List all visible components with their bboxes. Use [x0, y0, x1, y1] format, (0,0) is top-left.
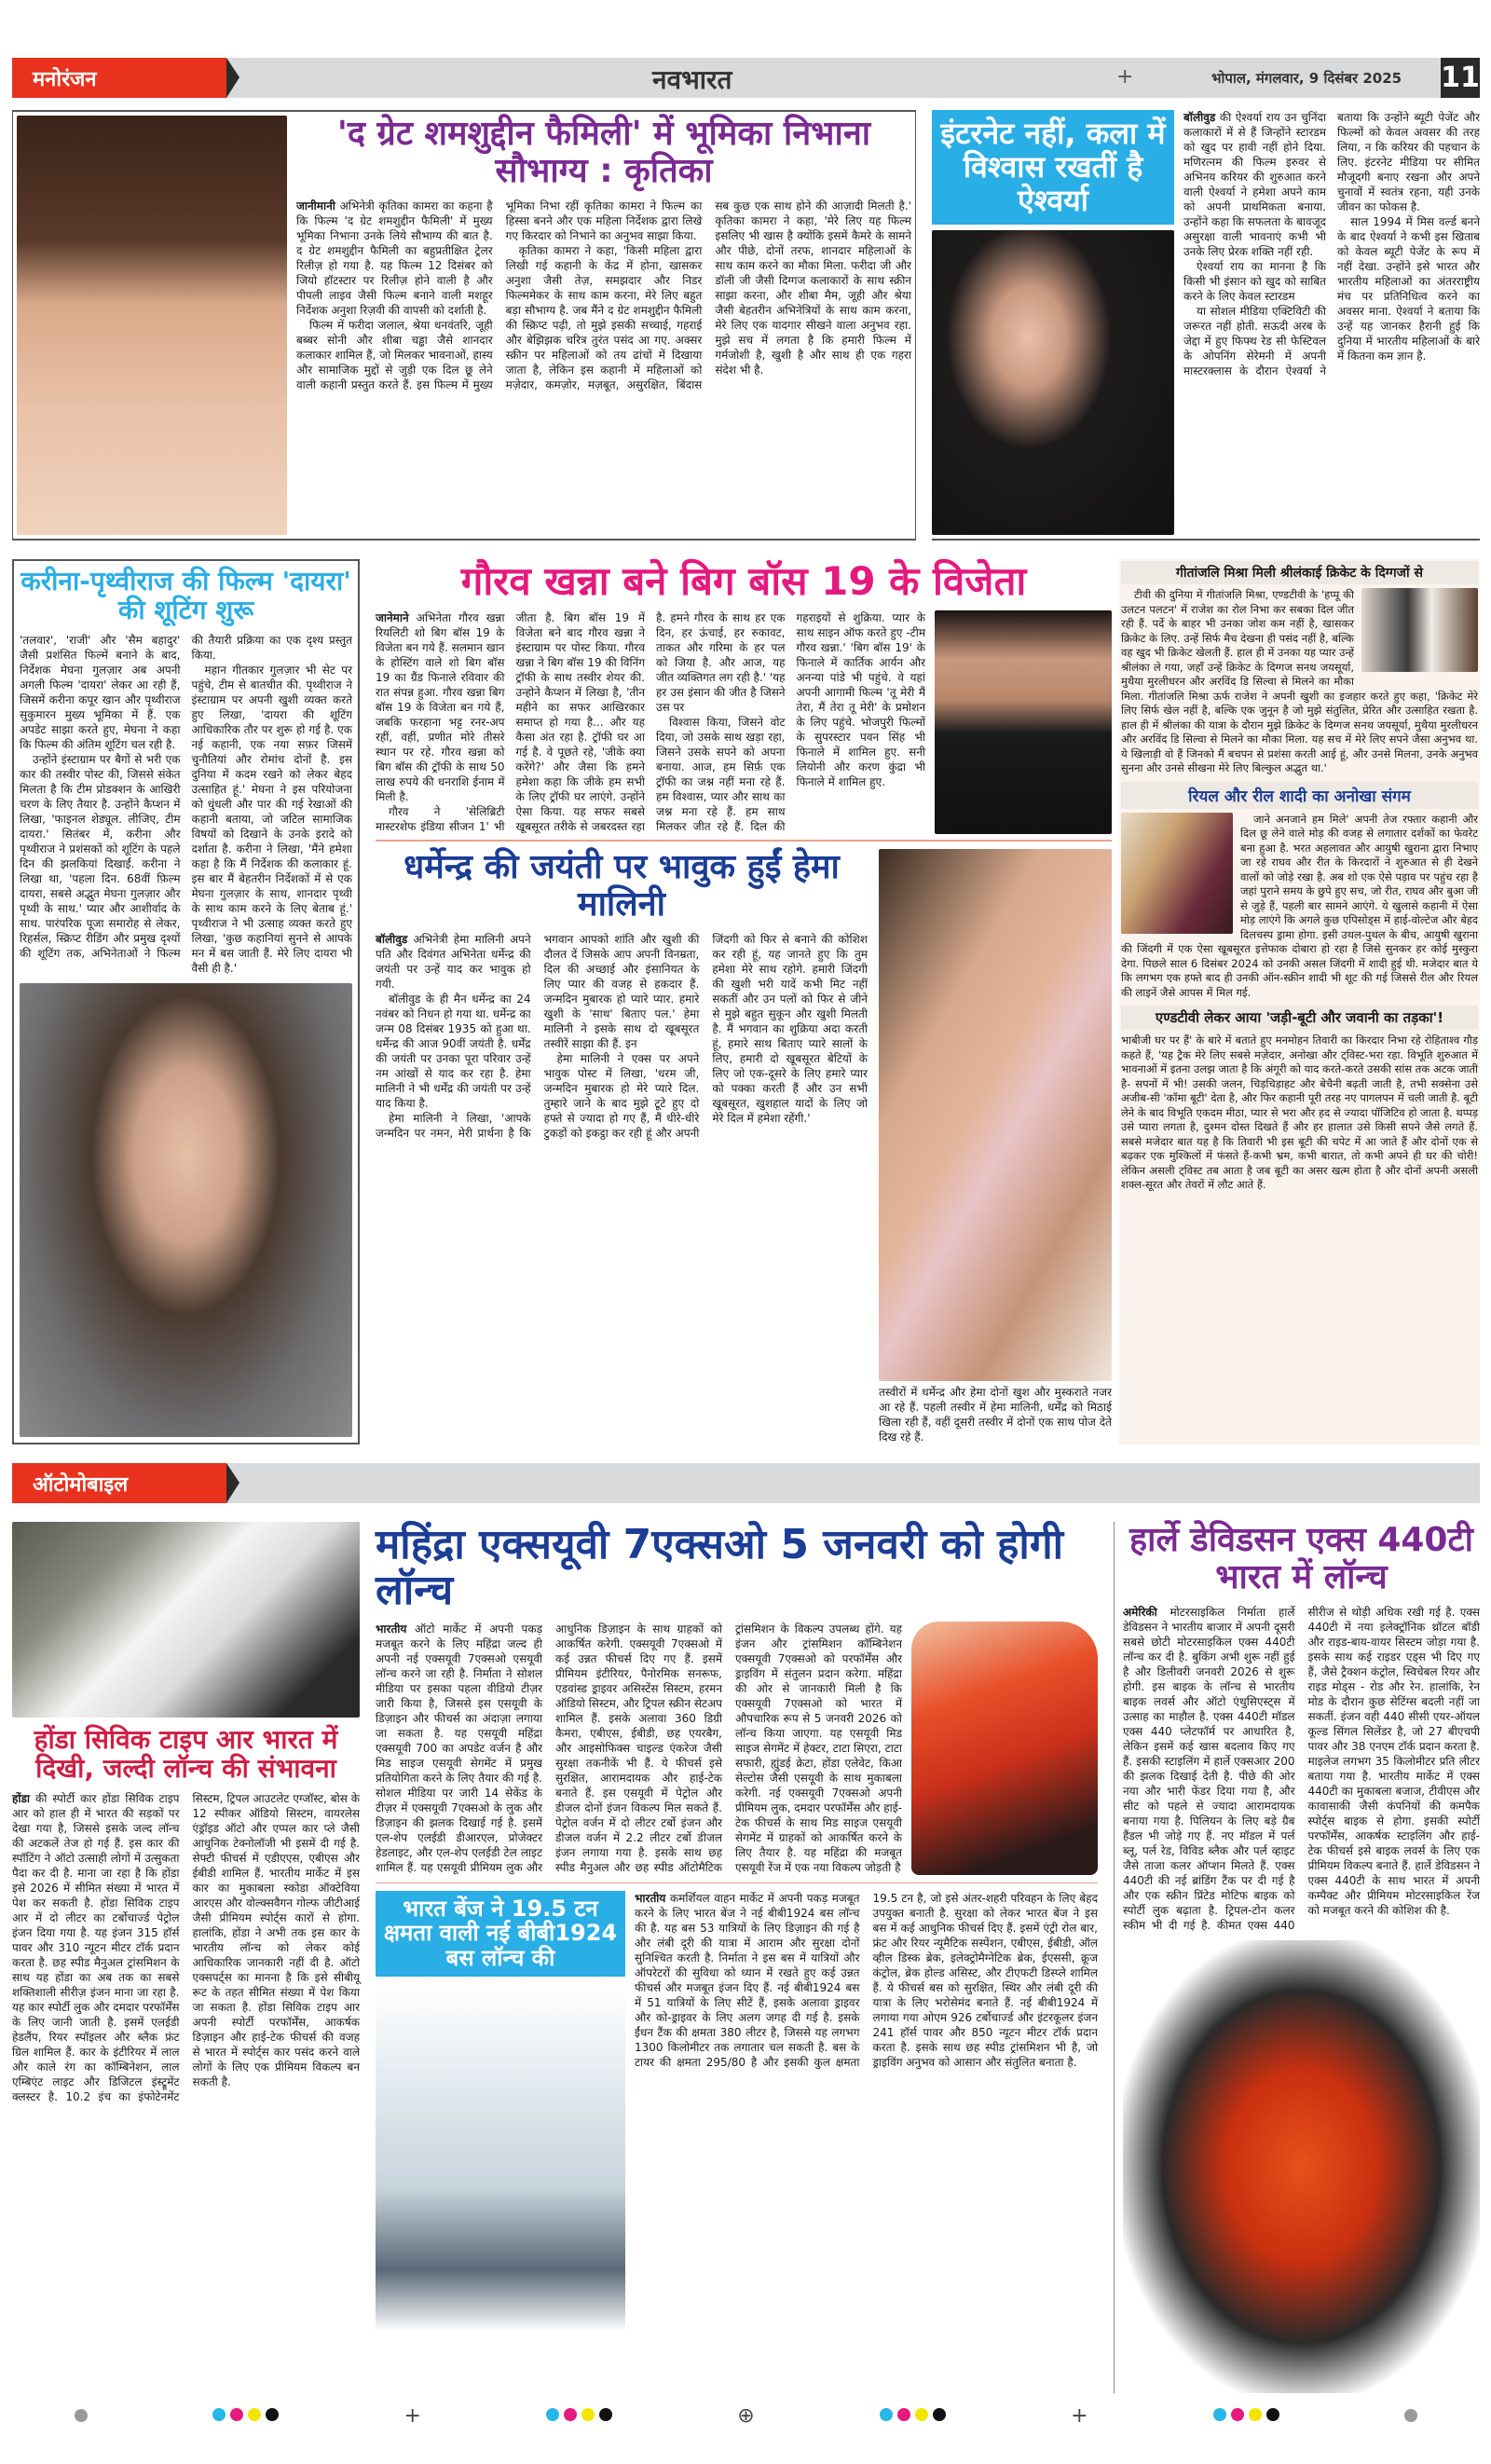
registration-target-icon: ⊕: [737, 2403, 755, 2428]
harley-bike-photo: [1123, 1940, 1480, 2393]
andtv-body: भाबीजी घर पर हैं' के बारे में बताते हुए मनमोहन तिवारी का किरदार निभा रहे रोहिताश्व गौड़ कहते हैं, 'यह ट्रैक मेरे लिए सबसे मज़ेदार, अनोखा और ट्विस्ट-भरा रहा. विभूति शुरुआत में भावनाओं में इतना उलझ जाता है कि अंगूरी को याद करते-करते उसकी सांस तक अटक जाती है- सपनों में भी! उसकी जलन, चिड़चिड़ाहट और बेचैनी बढ़ती जाती है, तभी सक्सेना उसे अजीब-सी 'कॉमा बूटी' देता है, और फिर कहानी पूरी तरह नए पागलपन में चली जाती है. बूटी लेने के बाद विभूति एकदम मीठा, प्यार से भरा और हद से ज्यादा पॉजिटिव हो जाता है. थप्पड़ उसे प्यारा लगता है, दुश्मन दोस्त दिखते हैं और हर हालात उसे किसी सपने जैसे लगते हैं. सबसे मजेदार बात यह है कि तिवारी भी इस बूटी की चपेट में आ जाते हैं और दोनों एक से बढ़कर एक मुश्किलों में फंसते हैं-कभी भ्रम, कभी बारात, तो कभी अपने ही घर की चोरी! लेकिन असली ट्विस्ट तब आता है जब बूटी का असर खत्म होता है और दोनों अपनी असली शक्ल-सूरत और तेवरों में लौट आते हैं.: [1121, 1034, 1478, 1191]
mahindra-body: भारतीय ऑटो मार्केट में अपनी पकड़ मजबूत करने के लिए महिंद्रा जल्द ही अपनी नई एक्सयूवी 7एक्सओ एसयूवी लॉन्च करने जा रही है. निर्माता ने सोशल मीडिया पर इसका पहला वीडियो टीज़र जारी किया है, जिससे इस एसयूवी के डिज़ाइन और फीचर्स का अंदाज़ा लगाया जा सकता है. यह एसयूवी महिंद्रा एक्सयूवी 700 का अपडेट वर्जन है और मिड साइज एसयूवी सेगमेंट में प्रमुख प्रतियोगिता करने के लिए तैयार की गई है. सोशल मीडिया पर जारी 14 सेकेंड के टीज़र में एक्सयूवी 7एक्सओ के लुक और डिज़ाइन की झलक दिखाई गई है. इसमें एल-शेप एलईडी डीआरएल, प्रोजेक्टर हेडलाइट, और एल-शेप एलईडी टेल लाइट शामिल हैं. यह एसयूवी प्रीमियम लुक और आधुनिक डिज़ाइन के साथ ग्राहकों को आकर्षित करेगी. एक्सयूवी 7एक्सओ में कई उन्नत फीचर्स दिए गए हैं. इसमें प्रीमियम इंटीरियर, पैनोरमिक सनरूफ, एडवांस्ड ड्राइवर असिस्टेंस सिस्टम, हरमन ऑडियो सिस्टम, और ट्रिपल स्क्रीन सेटअप शामिल हैं. इसके अलावा 360 डिग्री कैमरा, एबीएस, ईबीडी, छह एयरबैग, और आइसोफिक्स चाइल्ड एंकरेज जैसी सुरक्षा तकनीकें भी हैं. ये फीचर्स इसे सुरक्षित, आरामदायक और हाई-टेक बनाते हैं. इस एसयूवी में पेट्रोल और डीजल दोनों इंजन विकल्प मिल सकते हैं. पेट्रोल वर्जन में दो लीटर टर्बो इंजन और डीजल वर्जन में 2.2 लीटर टर्बो डीजल इंजन लगाया गया है. इसके साथ छह स्पीड मैनुअल और छह स्पीड ऑटोमैटिक ट्रांसमिशन के विकल्प उपलब्ध होंगे. यह इंजन और ट्रांसमिशन कॉम्बिनेशन एक्सयूवी 7एक्सओ को परफॉर्मेंस और ड्राइविंग में संतुलन प्रदान करेगा. महिंद्रा की ओर से जानकारी मिली है कि एक्सयूवी 7एक्सओ को भारत में औपचारिक रूप से 5 जनवरी 2026 को लॉन्च किया जाएगा. यह एसयूवी मिड साइज सेगमेंट में हेक्टर, टाटा सिएरा, टाटा सफारी, ह्युंडई क्रेटा, होंडा एलेवेट, किआ सेल्टोस जैसी एसयूवी के साथ मुकाबला करेगी. नई एक्सयूवी 7एक्सओ अपनी प्रीमियम लुक, दमदार परफॉर्मेंस और हाई-टेक फीचर्स के साथ मिड साइज एसयूवी सेगमेंट में ग्राहकों को आकर्षित करने के लिए तैयार है. यह महिंद्रा की मजबूत एसयूवी रेंज में एक नया विकल्प जोड़ती है: [376, 1622, 902, 1874]
bus-body: भारतीय कमर्शियल वाहन मार्केट में अपनी पकड़ मजबूत करने के लिए भारत बेंज ने नई बीबी1924 बस लॉन्च की है. यह बस 53 यात्रियों के लिए डिज़ाइन की गई है और लंबी दूरी की यात्रा में आराम और सुरक्षा दोनों सुनिश्चित करती है. निर्माता ने इस बस में यात्रियों और ऑपरेटरों की सुविधा को ध्यान में रखते हुए कई उन्नत फीचर्स और मजबूत इंजन दिए हैं. नई बीबी1924 बस में 51 यात्रियों के लिए सीटें हैं, इसके अलावा ड्राइवर और को-ड्राइवर के लिए अलग जगह दी गई है. इसके ईंधन टैंक की क्षमता 380 लीटर है, जिससे यह लगभग 1300 किलोमीटर तक लगातार चल सकती है. बस के टायर की क्षमता 295/80 है और इसकी कुल क्षमता 19.5 टन है, जो इसे अंतर-शहरी परिवहन के लिए बेहद उपयुक्त बनाती है. सुरक्षा को लेकर भारत बेंज ने इस बस में कई आधुनिक फीचर्स दिए हैं. इसमें एंट्री रोल बार, फ्रंट और रियर न्यूमैटिक सस्पेंशन, एबीएस, ईबीडी, ऑल व्हील डिस्क ब्रेक, इलेक्ट्रोमैग्नेटिक ब्रेक, ईएससी, क्रूज कंट्रोल, ब्रेक होल्ड असिस्ट, और टीएफटी डिस्प्ले शामिल हैं. ये फीचर्स बस को सुरक्षित, स्थिर और लंबी दूरी की यात्रा के लिए भरोसेमंद बनाते हैं. नई बीबी1924 में लगाया गया ओएम 926 टर्बोचार्ज्ड और इंटरकूलर इंजन 241 हॉर्स पावर और 850 न्यूटन मीटर टॉर्क प्रदान करता है. इसके साथ छह स्पीड ट्रांसमिशन भी है, जो ड्राइविंग अनुभव को आसान और संतुलित बनाता है.: [635, 1891, 1098, 2069]
harley-story: [1114, 1522, 1480, 2393]
color-bar: [212, 2407, 279, 2425]
aishwarya-body: बॉलीवुड की ऐश्वर्या राय उन चुनिंदा कलाकारों में से हैं जिन्होंने स्टारडम को खुद पर हावी नहीं होने दिया. मणिरत्नम की फिल्म इरुवर से अभिनय करियर की शुरुआत करने वाली ऐश्वर्या ने हमेशा अपने काम को अपनी प्राथमिकता बनाया. उन्होंने कहा कि सफलता के बावजूद असुरक्षा वाली भावनाएं कभी भी उनके लिए प्रेरक शक्ति नहीं रही. ऐश्वर्या राय का मानना है कि किसी भी इंसान को खुद को साबित करने के लिए केवल स्टारडम या सोशल मीडिया एक्टिविटी की जरूरत नहीं होती. सऊदी अरब के जेद्दा में हुए फिफ्थ रेड सी फेस्टिवल के ओपनिंग सेरेमनी में अपनी मास्टरक्लास के दौरान ऐश्वर्या ने बताया कि उन्होंने ब्यूटी पेजेंट और फिल्मों को केवल अवसर की तरह लिया, न कि करियर की पहचान के लिए. इंटरनेट मीडिया पर सीमित मौजूदगी बनाए रखना और अपने चुनावों में स्वतंत्र रहना, यही उनके जीवन का फोकस है. साल 1994 में मिस वर्ल्ड बनने के बाद ऐश्वर्या ने कभी इस खिताब को केवल ब्यूटी पेजेंट के रूप में नहीं देखा. उन्होंने इसे भारत और भारतीय महिलाओं का अंतरराष्ट्रीय मंच पर प्रतिनिधित्व करने का अवसर माना. ऐश्वर्या ने बताया कि उन्हें यह जानकर हैरानी हुई कि दुनिया में भारतीय महिलाओं के बारे में कितना कम ज्ञान है.: [1183, 111, 1480, 377]
paper-name: नवभारत: [652, 64, 732, 95]
registration-cross-icon: +: [404, 2403, 421, 2428]
color-bar: [880, 2407, 946, 2425]
color-bar: [546, 2407, 612, 2425]
hema-headline: धर्मेन्द्र की जयंती पर भावुक हुईं हेमा मालिनी: [404, 848, 840, 924]
kritika-photo: [17, 116, 287, 535]
geetanjali-photo: [1361, 588, 1478, 672]
aishwarya-photo: [932, 230, 1174, 535]
kareena-photo: [20, 983, 352, 1437]
kritika-body: जानीमानी अभिनेत्री कृतिका कामरा का कहना है कि फिल्म 'द ग्रेट शमशुद्दीन फैमिली' में मुख्य भूमिका निभाना उनके लिये सौभाग्य की बात है. द ग्रेट शमशुद्दीन फैमिली का बहुप्रतीक्षित ट्रेलर रिलीज़ हो गया है. यह फिल्म 12 दिसंबर को जियो हॉटस्टार पर रिलीज़ होने वाली है और पीपली लाइव जैसी फिल्म बनाने वाली मशहूर निर्देशक अनुशा रिज़वी की वापसी को दर्शाती है. फिल्म में फरीदा जलाल, श्रेया धनवंतरि, जूही बब्बर सोनी और शीबा चड्ढा जैसे शानदार कलाकार शामिल हैं, जो मिलकर भावनाओं, हास्य और सामाजिक मुद्दों से जुड़ी एक दिल छू लेने वाली कहानी प्रस्तुत करते हैं. इस फिल्म में मुख्य भूमिका निभा रहीं कृतिका कामरा ने फिल्म का हिस्सा बनने और एक महिला निर्देशक द्वारा लिखे गए किरदार को निभाने का अनुभव साझा किया. कृतिका कामरा ने कहा, 'किसी महिला द्वारा लिखी गई कहानी के केंद्र में होना, खासकर अनुशा जैसी तेज़, समझदार और निडर फिल्ममेकर के साथ काम करना, मेरे लिए बहुत बड़ा सौभाग्य है. जब मैंने द ग्रेट शमशुद्दीन फैमिली की स्क्रिप्ट पढ़ी, तो मुझे इसकी सच्चाई, गहराई और बेझिझक चरित्र तुरंत पसंद आ गए. अक्सर स्क्रीन पर महिलाओं को तय ढांचों में दिखाया जाता है, लेकिन इस कहानी में महिलाओं को मज़ेदार, कमज़ोर, मज़बूत, असुरक्षित, बिंदास सब कुछ एक साथ होने की आज़ादी मिलती है.' कृतिका कामरा ने कहा, 'मेरे लिए यह फिल्म इसलिए भी खास है क्योंकि इसमें कैमरे के सामने और पीछे, दोनों तरफ, शानदार महिलाओं के साथ काम करने का मौका मिला. फरीदा जी और डॉली जी जैसी दिग्गज कलाकारों के साथ स्क्रीन साझा करना, और शीबा मैम, जूही और श्रेया जैसी बेहतरीन अभिनेत्रियों के साथ काम करना, मेरे लिए एक यादगार सीखने वाला अनुभव रहा. मुझे सच में लगता है कि हमारी फिल्म में गर्मजोशी है, खुशी है और साथ ही एक गहरा संदेश भी है.: [296, 198, 911, 391]
mahindra-headline: महिंद्रा एक्सयूवी 7एक्सओ 5 जनवरी को होगी लॉन्च: [376, 1521, 1063, 1615]
hema-body: बॉलीवुड अभिनेत्री हेमा मालिनी अपने पति और दिवंगत अभिनेता धर्मेन्द्र की जयंती पर उन्हें याद कर भावुक हो गयी. बॉलीवुड के ही मैन धर्मेन्द्र का 24 नवंबर को निधन हो गया था. धर्मेन्द्र का जन्म 08 दिसंबर 1935 को हुआ था. धर्मेन्द्र की आज 90वीं जयंती है. धर्मेंद्र की जयंती पर उनका पूरा परिवार उन्हें नम आंखों से याद कर रहा है. हेमा मालिनी ने भी धर्मेंद्र की जयंती पर उन्हें याद किया है. हेमा मालिनी ने लिखा, 'आपके जन्मदिन पर नमन, मेरी प्रार्थना है कि भगवान आपको शांति और खुशी की दौलत दें जिसके आप अपनी विनम्रता, दिल की अच्छाई और इंसानियत के लिए प्यार की वजह से हकदार हैं. जन्मदिन मुबारक हो प्यारे प्यार. हमारे खुशी के 'साथ' बिताए पल.' हेमा मालिनी ने इसके साथ दो खूबसूरत तस्वीरें साझा की हैं. इन हेमा मालिनी ने एक्स पर अपने भावुक पोस्ट में लिखा, 'धरम जी, जन्मदिन मुबारक हो मेरे प्यारे दिल. तुम्हारे जाने के बाद मुझे टूटे हुए दो हफ्ते से ज्यादा हो गए हैं, मैं धीरे-धीरे टुकड़ों को इकट्ठा कर रही हूं और अपनी जिंदगी को फिर से बनाने की कोशिश कर रही हूं, यह जानते हुए कि तुम हमेशा मेरे साथ रहोगे. हमारी जिंदगी की खुशी भरी यादें कभी मिट नहीं सकतीं और उन पलों को फिर से जीने से मुझे बहुत सुकून और खुशी मिलती है. मैं भगवान का शुक्रिया अदा करती हूं, हमारे साथ बिताए प्यारे सालों के लिए, हमारी दो खूबसूरत बेटियों के लिए जो एक-दूसरे के लिए हमारे प्यार को पक्का करती हैं और उन सभी खूबसूरत, खुशहाल यादों के लिए जो मेरे दिल में हमेशा रहेंगी.': [376, 932, 868, 1140]
section-label: मनोरंजन: [12, 58, 226, 98]
registration-dot: [75, 2409, 88, 2422]
auto-section-label: ऑटोमोबाइल: [12, 1463, 226, 1503]
harley-headline: हार्ले डेविडसन एक्स 440टी भारत में लॉन्च: [1129, 1521, 1473, 1597]
mahindra-suv-photo: [911, 1622, 1098, 1875]
reel-couple-photo: [1121, 813, 1233, 934]
bus-story: [376, 1891, 1098, 2393]
registration-cross-icon: +: [1071, 2403, 1088, 2428]
gaurav-story: [376, 559, 1112, 842]
hema-dharmendra-photo: [879, 849, 1112, 1381]
andtv-headline: एण्डटीवी लेकर आया 'जड़ी-बूटी और जवानी का तड़का'!: [1121, 1006, 1478, 1030]
hema-story: [376, 842, 1112, 1444]
tv-column: [1119, 559, 1480, 1444]
reel-body: जाने अनजाने हम मिले' अपनी तेज रफ्तार कहानी और दिल छू लेने वाले मोड़ की वजह से लगातार दर्शकों का फेवरेट बना हुआ है. भरत अहलावत और आयुषी खुराना द्वारा निभाए जा रहे राघव और रीत के किरदारों ने शुरुआत से ही देखने वालों को जोड़े रखा है. अब शो एक ऐसे पड़ाव पर पहुंच रहा है जहां पुराने समय के छुपे हुए सच, जो रीत, राघव और बुआ जी से जुड़े हैं, पहली बार सामने आएंगे. ये खुलासे कहानी में ऐसा मोड़ लाएंगे कि अगले कुछ एपिसोड्स में हाई-वोल्टेज और बेहद दिलचस्प ड्रामा होगा. इसी उथल-पुथल के बीच, आयुषी खुराना की जिंदगी में एक ऐसा खूबसूरत इत्तेफाक दोबारा हो रहा है जिसे सुनकर हर कोई मुस्कुरा देगा. पिछले साल 6 दिसंबर 2024 को उनकी असल जिंदगी में शादी हुई थी. मजेदार बात ये कि लगभग एक हफ्ते बाद ही उनकी ऑन-स्क्रीन शादी भी शूट की गई जिससे रील और रियल की लाइनें जैसे आपस में मिल गई.: [1121, 812, 1478, 999]
geetanjali-body: टीवी की दुनिया में गीतांजलि मिश्रा, एण्डटीवी के 'हप्पू की उलटन पलटन' में राजेश का रोल निभा कर सबका दिल जीत रही हैं. पर्दे के बाहर भी उनका जोश कम नहीं है, खासकर क्रिकेट के लिए. उन्हें सिर्फ मैच देखना ही पसंद नहीं है, बल्कि वह खुद भी क्रिकेट खेलती हैं. हाल ही में उनका यह प्यार उन्हें श्रीलंका ले गया, जहाँ उन्हें क्रिकेट के दिग्गज सनथ जयसूर्या, मुथैया मुरलीधरन और अरविंद डि सिल्वा से मिलने का मौका मिला. गीतांजलि मिश्रा ऊर्फ राजेश ने अपनी खुशी का इजहार करते हुए कहा, 'क्रिकेट मेरे लिए सिर्फ खेल नहीं है, बल्कि एक जुनून है जो मुझे संतुलित, प्रेरित और उत्साहित रखता है. हाल ही में श्रीलंका की यात्रा के दौरान मुझे क्रिकेट के दिग्गज सनथ जयसूर्या, मुथैया मुरलीधरन और अरविंद डि सिल्वा से मिलने का मौका मिला. यह सच में मेरे लिए सपने जैसा अनुभव था. ये खिलाड़ी वो हैं जिनको मैं बचपन से प्रशंसा करती आई हूं, और उनसे मिलना, उनके अनुभव सुनना और उनसे सीखना मेरे लिए बिल्कुल अद्भुत था.': [1121, 588, 1478, 774]
gaurav-photo: [935, 610, 1112, 834]
aishwarya-headline: इंटरनेट नहीं, कला में विश्वास रखतीं है ऐश्वर्या: [932, 110, 1174, 225]
registration-cross-icon: +: [1116, 65, 1134, 89]
kritika-story: [12, 110, 916, 541]
kareena-story: [12, 559, 360, 1444]
kareena-body: 'तलवार', 'राजी' और 'सैम बहादुर' जैसी प्रशंसित फिल्में बनाने के बाद, निर्देशक मेघना गुलज़ार अब अपनी अगली फिल्म 'दायरा' लेकर आ रही हैं, जिसमें करीना कपूर खान और पृथ्वीराज सुकुमारन मुख्य भूमिका में हैं. एक अपडेट साझा करते हुए, मेघना ने कहा कि फिल्म की अंतिम शूटिंग चल रही है. उन्होंने इंस्टाग्राम पर बैगों से भरी एक कार की तस्वीर पोस्ट की, जिससे संकेत मिलता है कि टीम प्रोडक्शन के आखिरी चरण के लिए तैयार है. उन्होंने कैप्शन में लिखा, 'फाइनल शेड्यूल. लीजिए, टीम दायरा.' सितंबर में, करीना और पृथ्वीराज ने प्रशंसकों को शूटिंग के पहले दिन की झलकियां दिखाईं. करीना ने लिखा था, 'पहला दिन. 68वीं फ़िल्म दायरा, सबसे अद्भुत मेघना गुलज़ार और पृथ्वी के साथ.' प्यार और आशीर्वाद के साथ. पारंपरिक पूजा समारोह से लेकर, रिहर्सल, स्क्रिप्ट रीडिंग और प्रमुख दृश्यों की शूटिंग तक, अभिनेताओं ने फिल्म की तैयारी प्रक्रिया का एक दृश्य प्रस्तुत किया. महान गीतकार गुलज़ार भी सेट पर पहुंचे, टीम से बातचीत की. पृथ्वीराज ने इंस्टाग्राम पर अपनी खुशी व्यक्त करते हुए लिखा, 'दायरा की शूटिंग आधिकारिक तौर पर शुरू हो गई है. एक नई कहानी, एक नया सफ़र जिसमें चुनौतियां और रोमांच दोनों है. इस दुनिया में कदम रखने को लेकर बेहद उत्साहित हूं.' मेघना ने इस परियोजना को धुंधली और पार की गई रेखाओं की कहानी बताया, जो जटिल सामाजिक विषयों को दिखाने के उनके इरादे को दर्शाता है. करीना ने लिखा, 'मैंने हमेशा कहा है कि मैं निर्देशक की कलाकार हूं. इस बार मैं बेहतरीन निर्देशकों में से एक मेघना गुलज़ार के साथ, शानदार पृथ्वी के साथ काम करने के लिए बेताब हूं.' पृथ्वीराज ने भी उत्साह व्यक्त करते हुए लिखा, 'कुछ कहानियां सुनने से आपके मन में बस जाती हैं. मेरे लिए दायरा भी वैसी ही है.': [20, 633, 352, 975]
gaurav-headline: गौरव खन्ना बने बिग बॉस 19 के विजेता: [460, 558, 1027, 604]
harley-body: अमेरिकी मोटरसाइकिल निर्माता हार्ले डेविडसन ने भारतीय बाजार में अपनी दूसरी सबसे छोटी मोटरसाइकिल एक्स 440टी लॉन्च कर दी है. बुकिंग अभी शुरू नहीं हुई है और डिलीवरी जनवरी 2026 से शुरू होगी. इस बाइक के लॉन्च से भारतीय बाइक लवर्स और ऑटो एंथुसिएस्ट्स में उत्साह का माहौल है. एक्स 440टी मॉडल एक्स 440 प्लेटफॉर्म पर आधारित है, लेकिन इसमें कई खास बदलाव किए गए हैं. इसकी स्टाइलिंग में हार्ले एक्सआर 200 की झलक दिखाई देती है. पीछे की ओर नया और भारी फेंडर दिया गया है, और सीट को पहले से ज्यादा आरामदायक बनाया गया है. पिलियन के लिए बड़े ग्रैब हैंडल भी जोड़े गए हैं. नए मॉडल में पर्ल ब्लू, पर्ल रेड, विविड ब्लैक और पर्ल व्हाइट जैसे ताजा कलर ऑप्शन मिलते हैं. एक्स 440टी की नई ब्रांडिंग टैंक पर दी गई है और एक स्क्रीन प्रिंटेड मोटिफ बाइक को स्पोर्टी लुक बढ़ाता है. ट्रिपल-टोन कलर स्कीम भी दी गई है. कीमत एक्स 440 सीरीज से थोड़ी अधिक रखी गई है. एक्स 440टी में नया इलेक्ट्रॉनिक थ्रॉटल बॉडी और राइड-बाय-वायर सिस्टम जोड़ा गया है. इसके साथ कई राइडर एड्स भी दिए गए हैं, जैसे ट्रैक्शन कंट्रोल, स्विचेबल रियर और राइड मोड्स - रोड और रेन. हालांकि, रेन मोड के दौरान कुछ सेटिंग्स बदली नहीं जा सकतीं. इंजन वही 440 सीसी एयर-ऑयल कूल्ड सिंगल सिलेंडर है, जो 27 बीएचपी पावर और 38 एनएम टॉर्क प्रदान करता है. माइलेज लगभग 35 किलोमीटर प्रति लीटर बताया गया है. भारतीय मार्केट में एक्स 440टी का मुकाबला बजाज, टीवीएस और कावासाकी जैसी कंपनियों की कमपैक स्पोर्ट्स बाइक से होगा. इसकी स्पोर्टी परफॉर्मेंस, आकर्षक स्टाइलिंग और हाई-टेक फीचर्स इसे बाइक लवर्स के लिए एक प्रीमियम विकल्प बनाते हैं. हार्ले डेविडसन ने एक्स 440टी के साथ भारत में अपनी कम्पैक्ट और प्रीमियम मोटरसाइकिल रेंज को मजबूत करने की कोशिश की है.: [1123, 1605, 1480, 1932]
honda-body: होंडा की स्पोर्टी कार होंडा सिविक टाइप आर को हाल ही में भारत की सड़कों पर देखा गया है, जिससे इसके जल्द लॉन्च की अटकलें तेज हो गई हैं. इस कार की स्पॉटिंग ने ऑटो उत्साही लोगों में उत्सुकता पैदा कर दी है. माना जा रहा है कि होंडा इसे 2026 में सीमित संख्या में भारत में पेश कर सकती है. होंडा सिविक टाइप आर में दो लीटर का टर्बोचार्ज्ड पेट्रोल इंजन दिया गया है. यह इंजन 315 हॉर्स पावर और 310 न्यूटन मीटर टॉर्क प्रदान करता है. छह स्पीड मैनुअल ट्रांसमिशन के साथ यह होंडा का अब तक का सबसे शक्तिशाली सीरीज़ इंजन माना जा रहा है. यह कार स्पोर्टी लुक और दमदार परफॉर्मेंस के लिए जानी जाती है. इसमें एलईडी हेडलैंप, रियर स्पॉइलर और ब्लैक फ्रंट ग्रिल शामिल हैं. कार के इंटीरियर में लाल और काले रंग का कॉम्बिनेशन, लाल एम्बिएंट लाइट और डिजिटल इंस्ट्रूमेंट क्लस्टर है. 10.2 इंच का इंफोटेनमेंट सिस्टम, ट्रिपल आउटलेट एग्जॉस्ट, बोस के 12 स्पीकर ऑडियो सिस्टम, वायरलेस एंड्रॉइड ऑटो और एप्पल कार प्ले जैसी आधुनिक टेक्नोलॉजी भी इसमें दी गई है. सेफ्टी फीचर्स में एडीएएस, एबीएस और ईबीडी शामिल हैं. भारतीय मार्केट में इस कार का मुकाबला स्कोडा ऑक्टेविया आरएस और वोल्क्सवैगन गोल्फ जीटीआई जैसी प्रीमियम स्पोर्ट्स कारों से होगा. हालांकि, होंडा ने अभी तक इस कार के भारतीय लॉन्च को लेकर कोई आधिकारिक जानकारी नहीं दी है. ऑटो एक्सपर्ट्स का मानना है कि इसे सीबीयू रूट के तहत सीमित संख्या में पेश किया जा सकता है. होंडा सिविक टाइप आर अपनी स्पोर्टी परफॉर्मेंस, आकर्षक डिज़ाइन और हाई-टेक फीचर्स की वजह से भारत में स्पोर्ट्स कार पसंद करने वाले लोगों के लिए एक प्रीमियम विकल्प बन सकती है.: [12, 1791, 360, 2103]
kritika-headline: 'द ग्रेट शमशुद्दीन फैमिली' में भूमिका निभाना सौभाग्य : कृतिका: [336, 115, 871, 191]
geetanjali-headline: गीतांजलि मिश्रा मिली श्रीलंकाई क्रिकेट के दिग्गजों से: [1121, 561, 1478, 584]
honda-civic-photo: [12, 1522, 360, 1718]
registration-dot: [1404, 2409, 1417, 2422]
auto-section-bar: [12, 1463, 1480, 1503]
aishwarya-story: [932, 110, 1480, 541]
color-bar: [1213, 2407, 1279, 2425]
print-registration-marks: [12, 2403, 1480, 2428]
page-number: 11: [1441, 58, 1480, 98]
honda-story: [12, 1522, 360, 2393]
kareena-headline: करीना-पृथ्वीराज की फिल्म 'दायरा' की शूटिंग शुरू: [21, 566, 351, 626]
bharatbenz-bus-photo: [376, 1982, 625, 2393]
gaurav-body: जानेमाने अभिनेता गौरव खन्ना रियलिटी शो बिग बॉस 19 के विजेता बन गये हैं. सलमान खान के होस्टिंग वाले शो बिग बॉस 19 का ग्रैंड फिनाले रविवार की रात संपन्न हुआ. गौरव खन्ना बिग बॉस 19 के विजेता बन गये हैं, जबकि फरहाना भट्ट रनर-अप रहीं, वहीं, प्रणीत मोरे तीसरे स्थान पर रहे. गौरव खन्ना को बिग बॉस की ट्रॉफी के साथ 50 लाख रुपये की धनराशि ईनाम में मिली है. गौरव ने 'सेलिब्रिटी मास्टरशेफ इंडिया सीजन 1' भी जीता है. बिग बॉस 19 में विजेता बने बाद गौरव खन्ना ने इंस्टाग्राम पर पोस्ट किया. गौरव खन्ना ने बिग बॉस 19 की विनिंग ट्रॉफी के साथ तस्वीर शेयर की. उन्होने कैप्शन में लिखा है, 'तीन महीने का सफर आखिरकार समाप्त हो गया है... और यह कैसा अंत रहा है. ट्रॉफी घर आ गई है. वे पूछते रहे, 'जीके क्या करेंगे?' और जैसा कि हमने हमेशा कहा कि जीके हम सभी के लिए ट्रॉफी घर लाएंगे. उन्होंने ऐसा किया. यह सफर सबसे खूबसूरत तरीके से जबरदस्त रहा है. हमने गौरव के साथ हर एक दिन, हर ऊंचाई, हर रुकावट, ताकत और गरिमा के हर पल को जिया है. और आज, यह जीत व्यक्तिगत लग रही है.' 'यह हर उस इंसान की जीत है जिसने उस पर विश्वास किया, जिसने वोट दिया, जो उसके साथ खड़ा रहा, जिसने उसके सपने को अपना बनाया. आज, हम सिर्फ़ एक ट्रॉफी का जश्न नहीं मना रहे हैं. हम विश्वास, प्यार और साथ का जश्न मना रहे हैं. हम साथ मिलकर जीत रहे हैं. दिल की गहराइयों से शुक्रिया. प्यार के साथ साइन ऑफ करते हुए -टीम गौरव खन्ना.' 'बिग बॉस 19' के फिनाले में कार्तिक आर्यन और अनन्या पांडे भी पहुंचे. वे यहां अपनी आगामी फिल्म 'तू मेरी मैं तेरा, मैं तेरा तू मेरी' के प्रमोशन के लिए पहुंचे. भोजपुरी फिल्मों के सुपरस्टार पवन सिंह भी फिनाले में शामिल हुए. सनी लियोनी और करण कुंद्रा भी फिनाले में शामिल हुए.: [376, 611, 925, 834]
bus-headline: भारत बेंज ने 19.5 टन क्षमता वाली नई बीबी1924 बस लॉन्च की: [376, 1891, 625, 1978]
reel-headline: रियल और रील शादी का अनोखा संगम: [1121, 782, 1478, 809]
dateline: भोपाल, मंगलवार, 9 दिसंबर 2025: [1211, 70, 1402, 87]
hema-photo-caption: तस्वीरों में धर्मेन्द्र और हेमा दोनों खुश और मुस्कराते नजर आ रहे हैं. पहली तस्वीर में हेमा मालिनी, धर्मेंद्र को मिठाई खिला रही हैं, वहीं दूसरी तस्वीर में दोनों एक साथ पोज देते दिख रहे हैं.: [879, 1386, 1112, 1444]
section-bar: [12, 58, 1480, 98]
honda-headline: होंडा सिविक टाइप आर भारत में दिखी, जल्दी लॉन्च की संभावना: [34, 1724, 338, 1785]
